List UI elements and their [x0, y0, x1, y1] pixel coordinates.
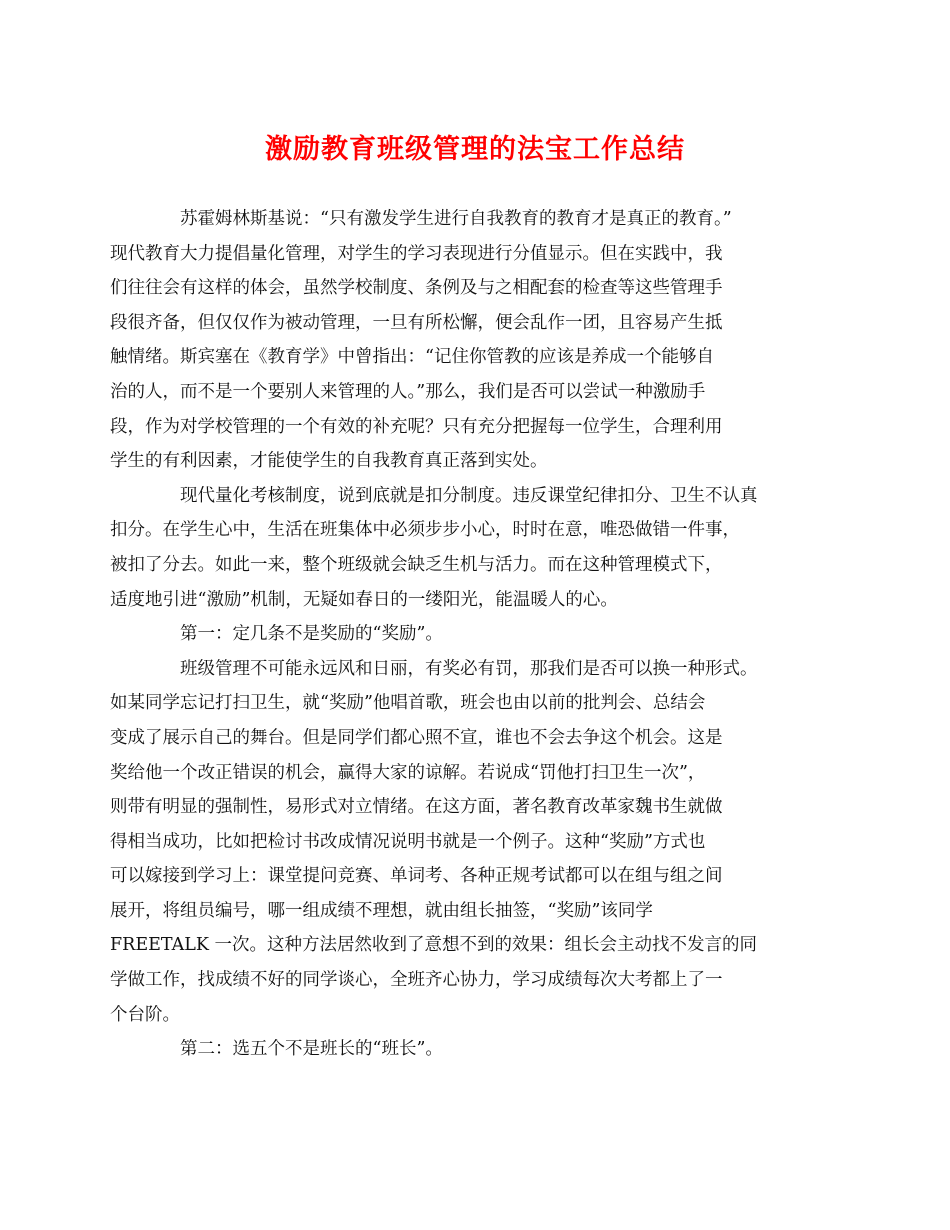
- paragraph-line: 治的人，而不是一个要别人来管理的人。”那么，我们是否可以尝试一种激励手: [110, 381, 706, 402]
- paragraph-2: [110, 479, 805, 617]
- paragraph-line: 现代量化考核制度，说到底就是扣分制度。违反课堂纪律扣分、卫生不认真: [180, 485, 758, 506]
- paragraph-line: 被扣了分去。如此一来，整个班级就会缺乏生机与活力。而在这种管理模式下，: [110, 554, 723, 575]
- paragraph-line: 适度地引进“激励”机制，无疑如春日的一缕阳光，能温暖人的心。: [110, 589, 618, 610]
- document-body: [110, 202, 805, 1067]
- paragraph-line: 展开，将组员编号，哪一组成绩不理想，就由组长抽签，“奖励”该同学: [110, 900, 653, 921]
- section-heading-2: [145, 1032, 805, 1067]
- paragraph-line: 可以嫁接到学习上：课堂提问竞赛、单词考、各种正规考试都可以在组与组之间: [110, 866, 723, 887]
- paragraph-line: 段，作为对学校管理的一个有效的补充呢？只有充分把握每一位学生，合理利用: [110, 416, 723, 437]
- paragraph-line: 触情绪。斯宾塞在《教育学》中曾指出：“记住你管教的应该是养成一个能够自: [110, 347, 714, 368]
- section-heading-1: [145, 617, 805, 652]
- paragraph-line: 现代教育大力提倡量化管理，对学生的学习表现进行分值显示。但在实践中，我: [110, 243, 723, 264]
- paragraph-3: [110, 652, 805, 1033]
- paragraph-line: FREETALK 一次。这种方法居然收到了意想不到的效果：组长会主动找不发言的同: [110, 935, 757, 956]
- paragraph-line: 则带有明显的强制性，易形式对立情绪。在这方面，著名教育改革家魏书生就做: [110, 797, 723, 818]
- paragraph-line: 第一：定几条不是奖励的“奖励”。: [180, 624, 443, 645]
- paragraph-line: 们往往会有这样的体会，虽然学校制度、条例及与之相配套的检查等这些管理手: [110, 278, 723, 299]
- paragraph-line: 学做工作，找成绩不好的同学谈心，全班齐心协力，学习成绩每次大考都上了一: [110, 970, 723, 991]
- paragraph-line: 苏霍姆林斯基说：“只有激发学生进行自我教育的教育才是真正的教育。”: [180, 209, 732, 229]
- paragraph-line: 如某同学忘记打扫卫生，就“奖励”他唱首歌，班会也由以前的批判会、总结会: [110, 693, 706, 714]
- paragraph-line: 学生的有利因素，才能使学生的自我教育真正落到实处。: [110, 451, 548, 472]
- paragraph-line: 个台阶。: [110, 1004, 180, 1025]
- paragraph-line: 变成了展示自己的舞台。但是同学们都心照不宣，谁也不会去争这个机会。这是: [110, 727, 723, 748]
- paragraph-line: 奖给他一个改正错误的机会，赢得大家的谅解。若说成“罚他打扫卫生一次”，: [110, 762, 706, 783]
- paragraph-line: 第二：选五个不是班长的“班长”。: [180, 1039, 443, 1060]
- paragraph-1: [110, 202, 805, 479]
- document-title: 激励教育班级管理的法宝工作总结: [265, 134, 685, 165]
- paragraph-line: 段很齐备，但仅仅作为被动管理，一旦有所松懈，便会乱作一团，且容易产生抵: [110, 312, 723, 333]
- paragraph-line: 得相当成功，比如把检讨书改成情况说明书就是一个例子。这种“奖励”方式也: [110, 831, 706, 852]
- paragraph-line: 扣分。在学生心中，生活在班集体中必须步步小心，时时在意，唯恐做错一件事，: [110, 520, 740, 541]
- paragraph-line: 班级管理不可能永远风和日丽，有奖必有罚，那我们是否可以换一种形式。: [180, 658, 758, 679]
